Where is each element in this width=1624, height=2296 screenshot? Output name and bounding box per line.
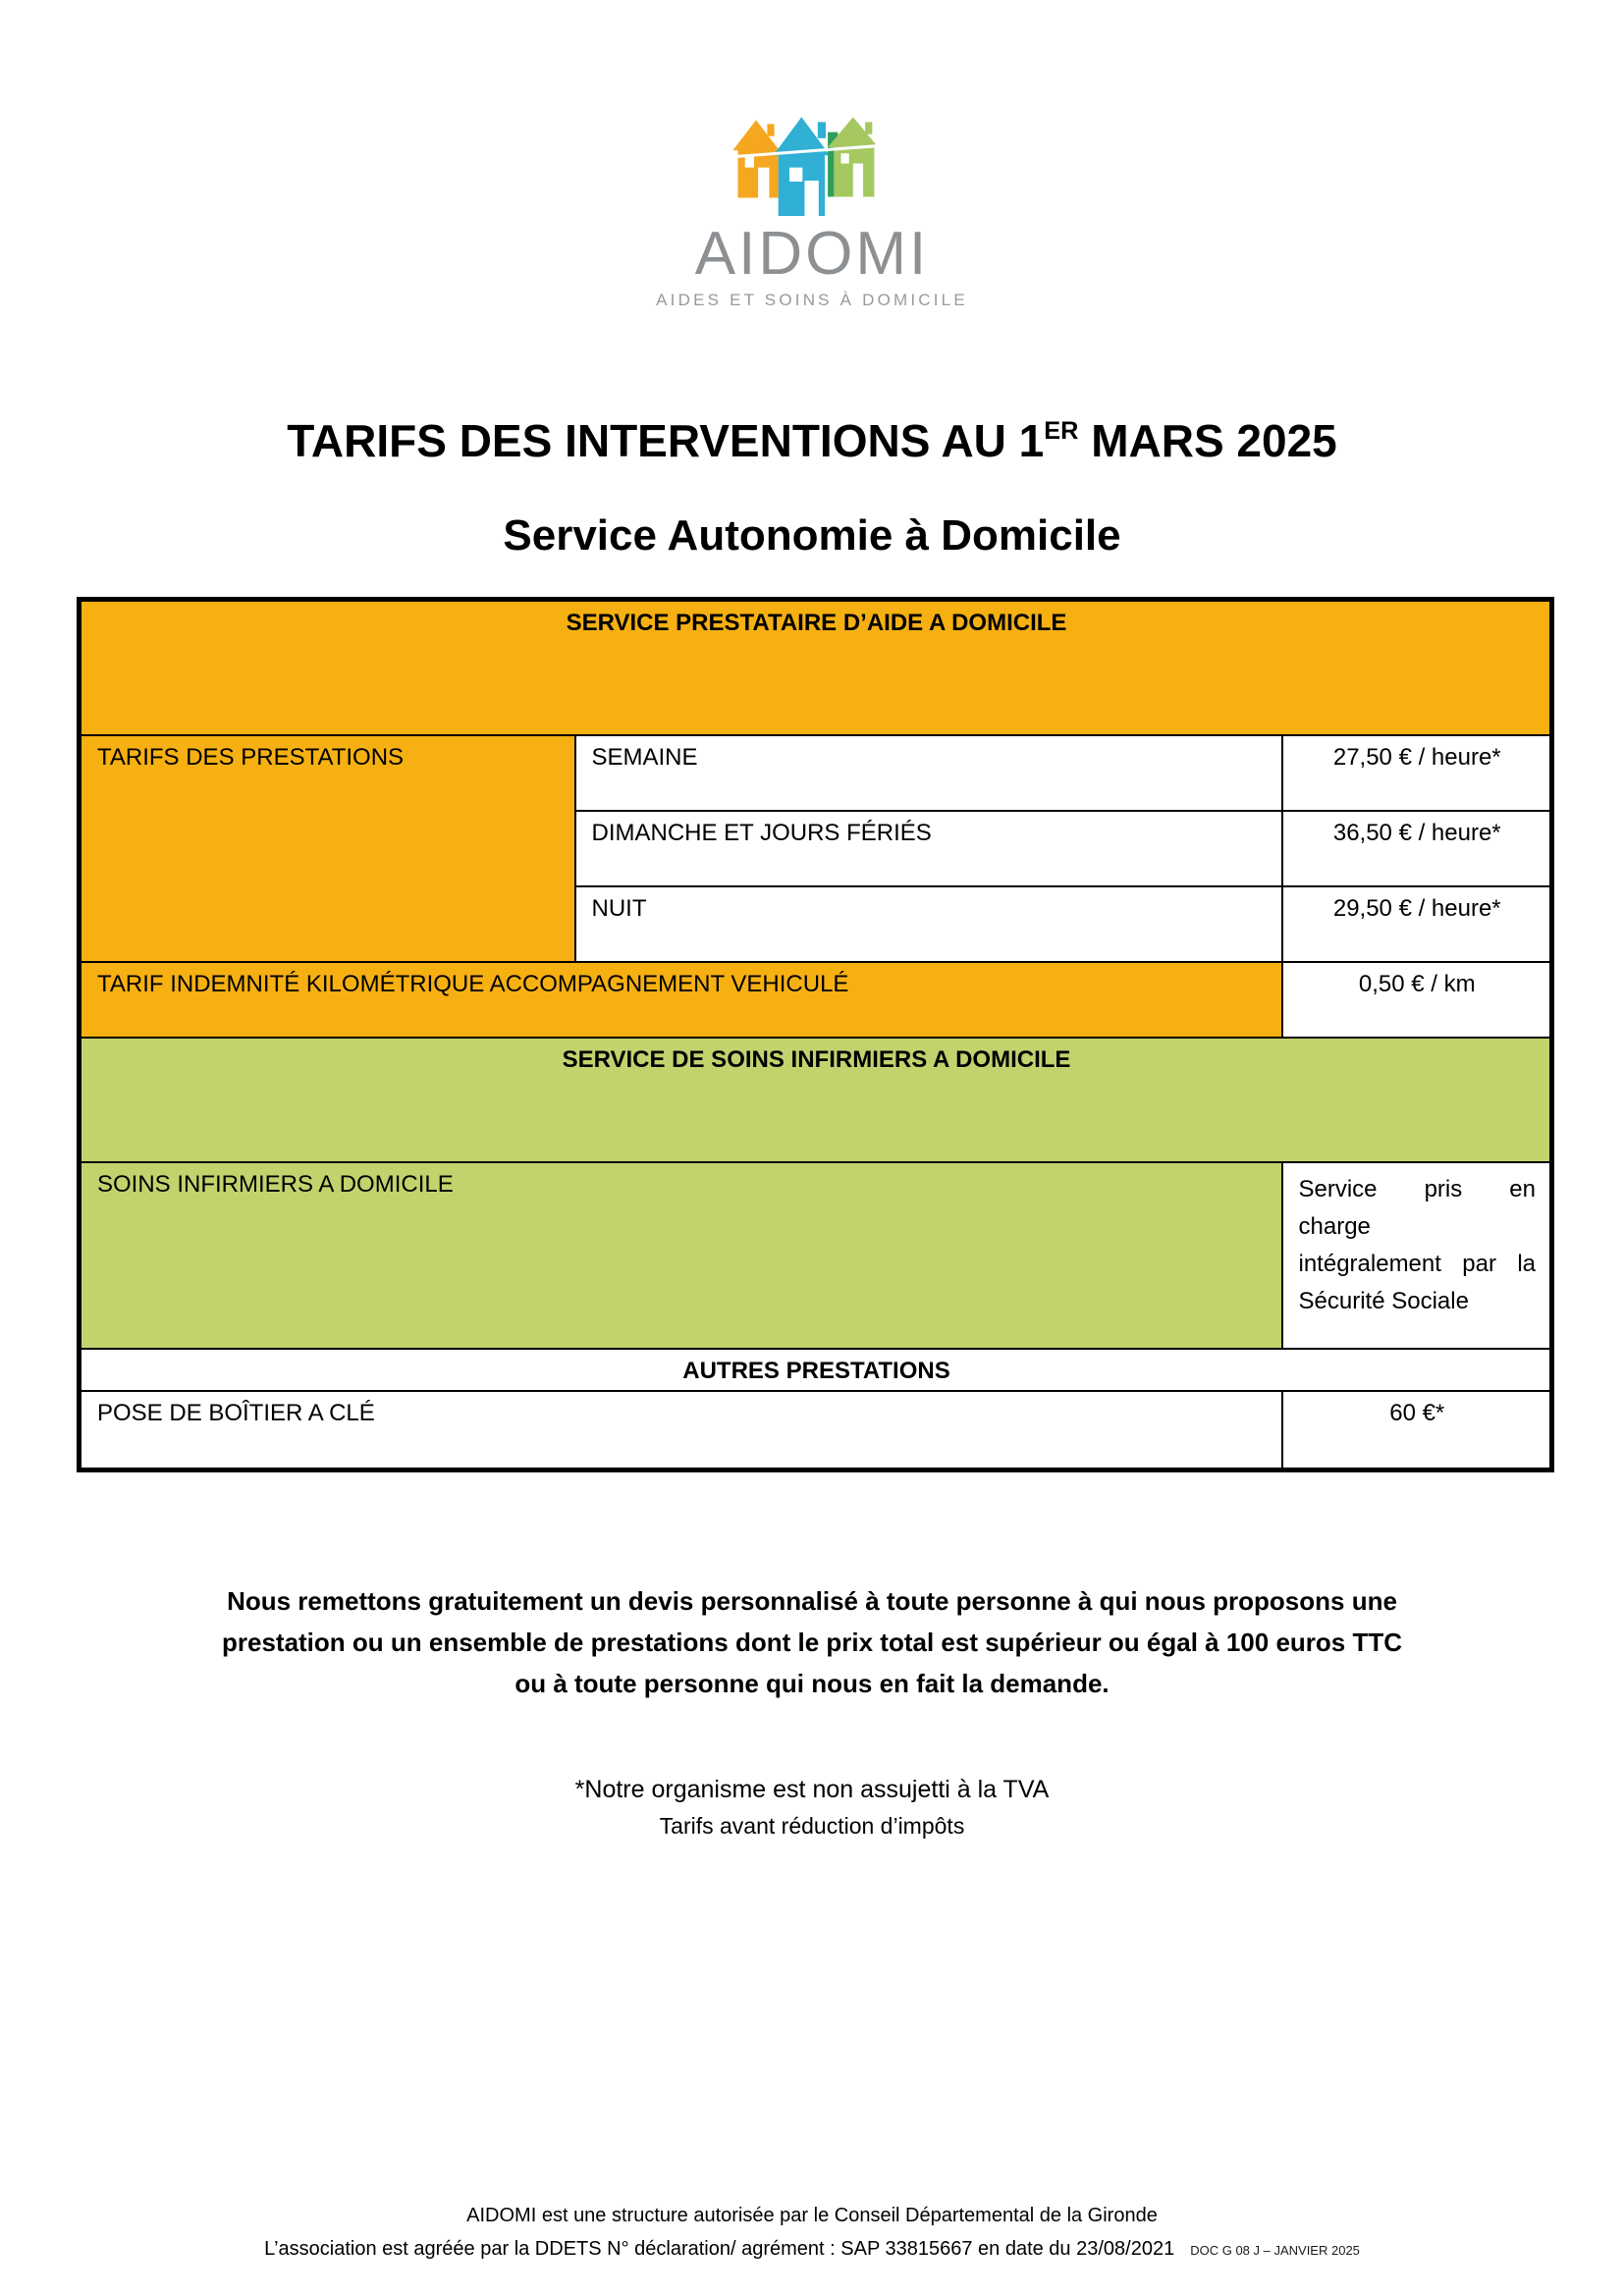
table-row-pose [80, 1391, 1552, 1470]
footer-line: AIDOMI est une structure autorisée par le Conseil Départemental de la Gironde [466, 2205, 1158, 2226]
row-value: 36,50 € / heure* [1282, 811, 1552, 886]
doc-reference: DOC G 08 J – JANVIER 2025 [1190, 2243, 1360, 2258]
page-title [0, 416, 1624, 466]
devis-paragraph [0, 1580, 1624, 1704]
table-row-soins [80, 1162, 1552, 1349]
table-row-kilometrique [80, 962, 1552, 1038]
row-label: SEMAINE [575, 735, 1282, 811]
paragraph-line: prestation ou un ensemble de prestations dont le prix total est supérieur ou égal à 100 euros TTC [221, 1628, 1403, 1657]
row-label: POSE DE BOÎTIER A CLÉ [80, 1391, 1282, 1470]
row-value [1282, 1162, 1552, 1349]
row-value: 29,50 € / heure* [1282, 886, 1552, 962]
title-superscript: ER [1044, 416, 1079, 445]
page-subtitle: Service Autonomie à Domicile [503, 511, 1121, 560]
logo-wordmark: AIDOMI [694, 220, 930, 288]
title-text-suffix: MARS 2025 [1078, 415, 1337, 466]
row-value: 27,50 € / heure* [1282, 735, 1552, 811]
note-line: *Notre organisme est non assujetti à la TVA [574, 1776, 1050, 1803]
page-footer [0, 2199, 1624, 2268]
tva-notes [0, 1772, 1624, 1844]
section3-header-row [80, 1349, 1552, 1391]
tariff-table [77, 597, 1554, 1472]
section2-header: SERVICE DE SOINS INFIRMIERS A DOMICILE [80, 1038, 1552, 1162]
paragraph-line: Nous remettons gratuitement un devis personnalisé à toute personne à qui nous proposons une [227, 1586, 1397, 1616]
row-label: SOINS INFIRMIERS A DOMICILE [80, 1162, 1282, 1349]
soins-value-line: intégralement par la [1298, 1250, 1536, 1277]
soins-value-line: charge [1298, 1212, 1371, 1240]
aidomi-logo [656, 110, 968, 310]
tariff-table-container [77, 597, 1554, 1472]
footer-agrement-text: L’association est agréée par la DDETS N° déclaration/ agrément : SAP 33815667 en date du 23/08/2021 [264, 2238, 1175, 2260]
soins-value-line: Service pris en [1298, 1175, 1536, 1202]
row-label: NUIT [575, 886, 1282, 962]
row-value: 60 €* [1282, 1391, 1552, 1470]
table-row-semaine [80, 735, 1552, 811]
soins-value-line: Sécurité Sociale [1298, 1287, 1469, 1314]
section3-header: AUTRES PRESTATIONS [80, 1349, 1552, 1391]
row-value: 0,50 € / km [1282, 962, 1552, 1038]
row-label: DIMANCHE ET JOURS FÉRIÉS [575, 811, 1282, 886]
prestations-label-cell: TARIFS DES PRESTATIONS [80, 735, 575, 962]
section1-header-row [80, 600, 1552, 735]
footer-line [0, 2232, 1624, 2268]
section2-header-row [80, 1038, 1552, 1162]
logo-tagline: AIDES ET SOINS À DOMICILE [656, 291, 968, 309]
title-text: TARIFS DES INTERVENTIONS AU 1 [287, 415, 1045, 466]
note-line: Tarifs avant réduction d’impôts [659, 1813, 965, 1839]
row-label: TARIF INDEMNITÉ KILOMÉTRIQUE ACCOMPAGNEMENT VEHICULÉ [80, 962, 1282, 1038]
houses-icon [731, 110, 893, 216]
paragraph-line: ou à toute personne qui nous en fait la demande. [514, 1669, 1110, 1698]
section1-header: SERVICE PRESTATAIRE D’AIDE A DOMICILE [80, 600, 1552, 735]
